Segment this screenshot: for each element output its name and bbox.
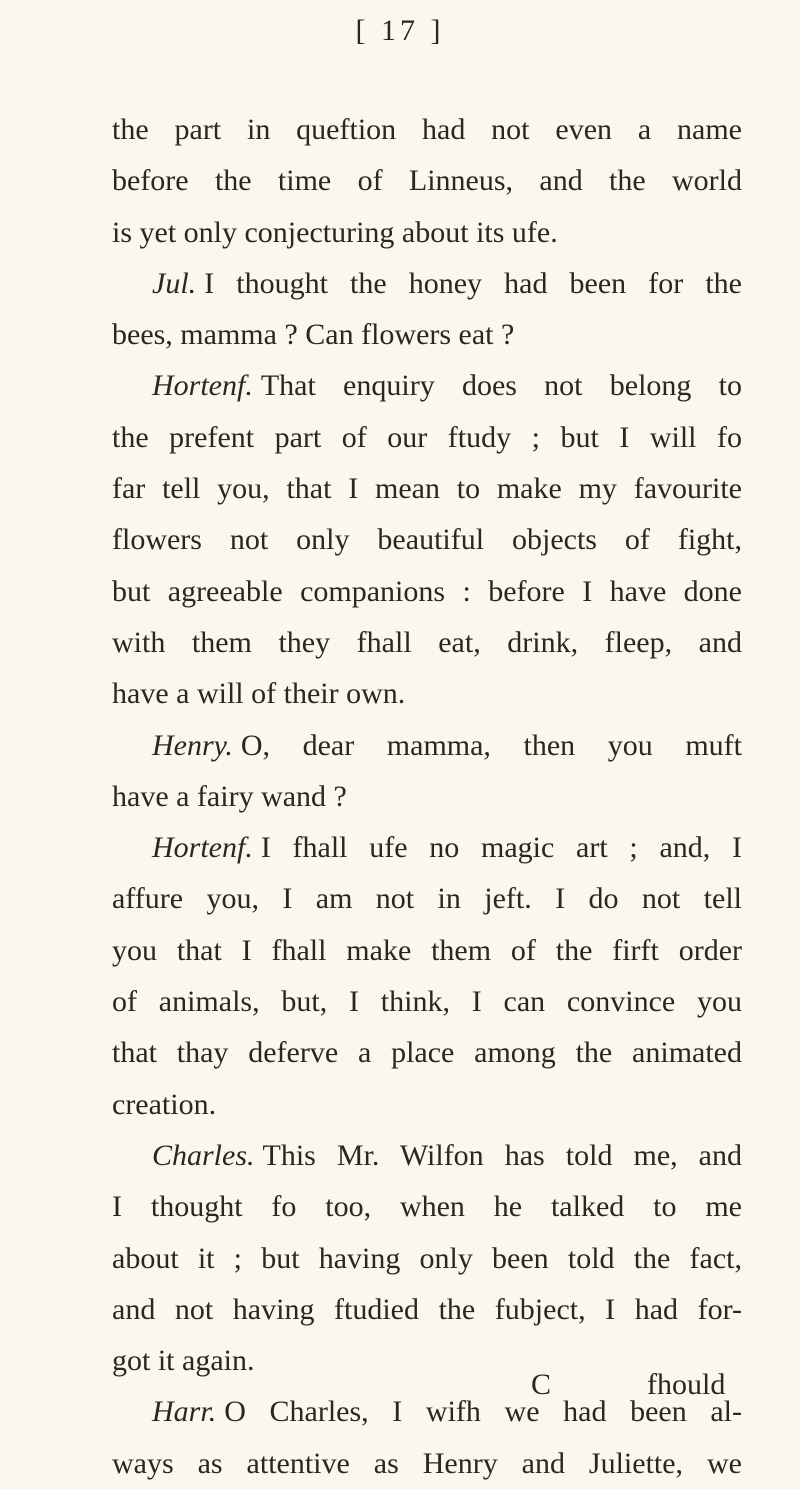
line-text: creation.: [112, 1087, 217, 1121]
line-text: I thought fo too, when he talked to me: [112, 1190, 742, 1224]
line-text: with them they fhall eat, drink, fleep, and: [112, 625, 742, 659]
line-text: have a will of their own.: [112, 677, 406, 711]
catchword: fhould: [647, 1368, 726, 1401]
text-line: [112, 104, 742, 155]
speaker-name: Henry.: [152, 728, 233, 762]
text-line: [112, 617, 742, 668]
text-line: [112, 668, 742, 719]
text-line: [112, 1027, 742, 1078]
speech-line: [112, 1130, 742, 1181]
line-text: that thay deferve a place among the animated: [112, 1036, 742, 1070]
text-line: [112, 566, 742, 617]
text-line: [112, 1233, 742, 1284]
line-text: got it again.: [112, 1344, 255, 1378]
line-text: about it ; but having only been told the fact,: [112, 1241, 742, 1275]
speaker-name: Hortenf.: [152, 831, 253, 865]
line-text: and not having ftudied the fubject, I had for-: [112, 1292, 742, 1326]
text-line: [112, 925, 742, 976]
text-line: [112, 412, 742, 463]
line-text: the part in queftion had not even a name: [112, 113, 742, 146]
speaker-name: Jul.: [152, 266, 197, 300]
line-text: That enquiry does not belong to: [260, 369, 742, 403]
speaker-name: Hortenf.: [152, 369, 253, 403]
line-text: flowers not only beautiful objects of fight,: [112, 523, 742, 557]
text-line: [112, 207, 742, 258]
line-text: the prefent part of our ftudy ; but I will fo: [112, 420, 742, 454]
line-text: ways as attentive as Henry and Juliette, we: [112, 1446, 742, 1480]
line-text: O Charles, I wifh we had been al-: [224, 1395, 742, 1429]
line-text: I thought the honey had been for the: [204, 266, 742, 300]
text-line: [112, 1181, 742, 1232]
text-line: [112, 873, 742, 924]
line-text: bees, mamma ? Can flowers eat ?: [112, 318, 515, 352]
line-text: I fhall ufe no magic art ; and, I: [260, 831, 742, 865]
line-text: This Mr. Wilfon has told me, and: [262, 1138, 742, 1172]
text-line: [112, 155, 742, 206]
page-number: [ 17 ]: [355, 14, 445, 47]
text-line: [112, 514, 742, 565]
speech-line: [112, 360, 742, 411]
line-text: of animals, but, I think, I can convince you: [112, 985, 742, 1019]
text-line: [112, 463, 742, 514]
line-text: is yet only conjecturing about its ufe.: [112, 215, 558, 249]
line-text: you that I fhall make them of the firft order: [112, 933, 742, 967]
line-text: before the time of Linneus, and the world: [112, 164, 742, 198]
signature-mark: C: [531, 1368, 552, 1401]
speech-line: [112, 720, 742, 771]
line-text: far tell you, that I mean to make my favourite: [112, 472, 742, 506]
line-text: O, dear mamma, then you muft: [240, 728, 742, 762]
text-line: [112, 771, 742, 822]
catchline: [0, 1359, 800, 1410]
text-line: [112, 1079, 742, 1130]
text-line: [112, 1438, 742, 1489]
line-text: affure you, I am not in jeft. I do not tell: [112, 882, 742, 916]
line-text: have a fairy wand ?: [112, 779, 347, 813]
body-text: [112, 104, 742, 1489]
speaker-name: Harr.: [152, 1395, 217, 1429]
text-line: [112, 1284, 742, 1335]
text-line: [112, 976, 742, 1027]
speech-line: [112, 822, 742, 873]
speech-line: [112, 258, 742, 309]
line-text: but agreeable companions : before I have done: [112, 574, 742, 608]
text-line: [112, 309, 742, 360]
speaker-name: Charles.: [152, 1138, 255, 1172]
